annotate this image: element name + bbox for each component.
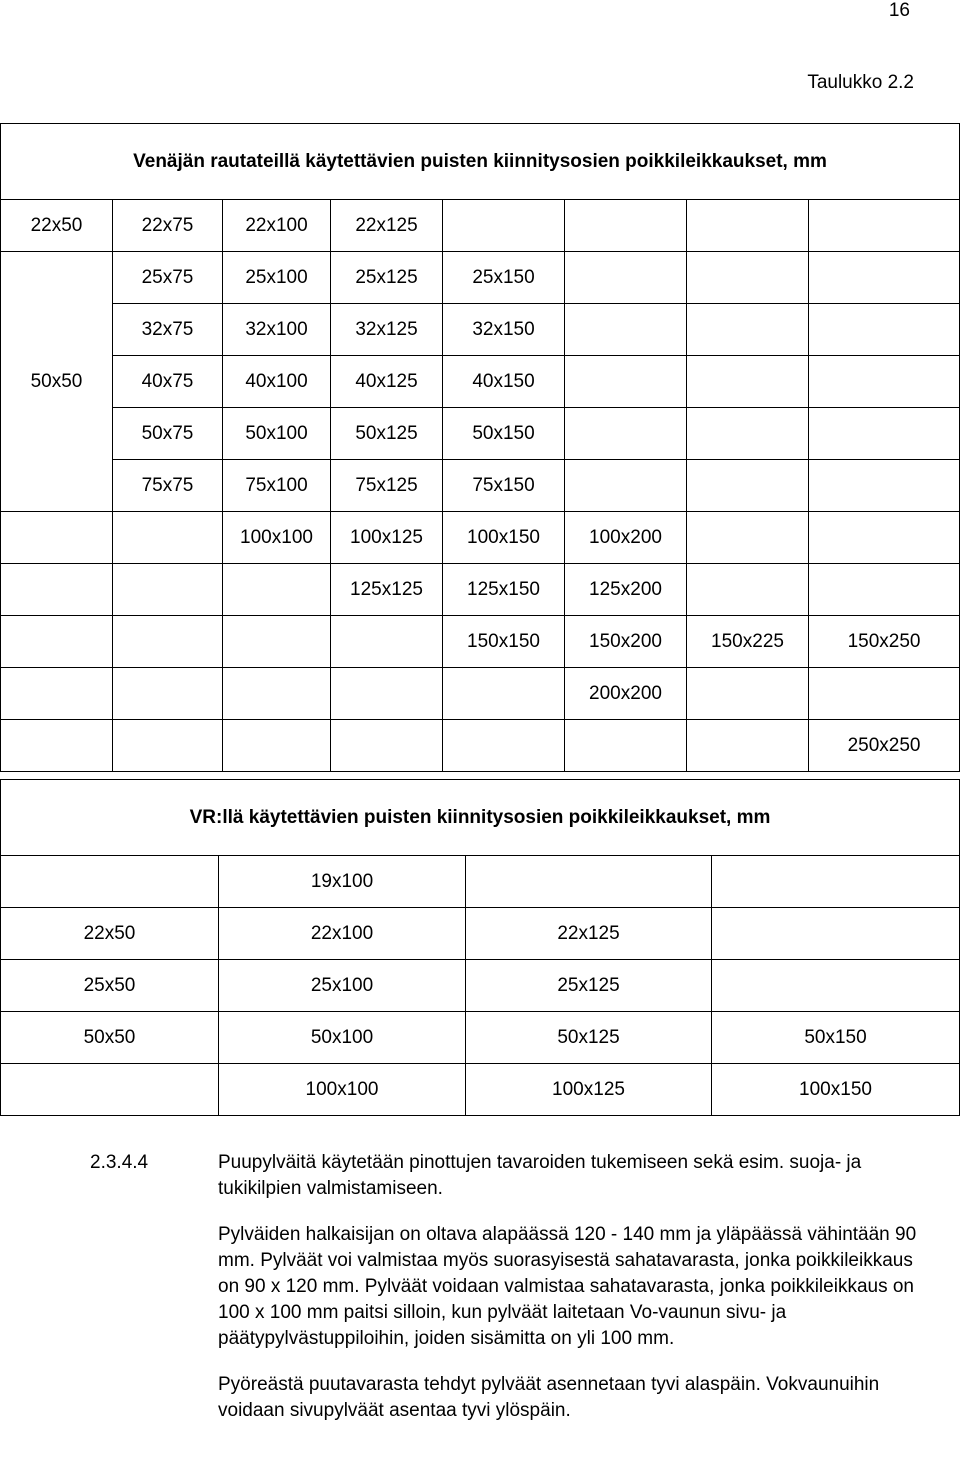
table-cell: 50x100: [223, 408, 331, 460]
table-cell: [565, 200, 687, 252]
table-cell: [443, 668, 565, 720]
table-caption: Venäjän rautateillä käytettävien puisten kiinnitysosien poikkileikkaukset, mm: [1, 124, 960, 200]
table-row: [1, 616, 960, 668]
table-row: [1, 908, 960, 960]
table-cell: 100x125: [466, 1064, 712, 1116]
table-cell: [331, 668, 443, 720]
table-cell: 50x125: [466, 1012, 712, 1064]
table-cell: 32x125: [331, 304, 443, 356]
table-cell: [1, 1064, 219, 1116]
table-cell: 22x125: [331, 200, 443, 252]
table-cell: 32x100: [223, 304, 331, 356]
table-cell: [809, 252, 960, 304]
table-cell: [443, 200, 565, 252]
table-cell: 50x150: [443, 408, 565, 460]
table-row: [1, 668, 960, 720]
table-cell: 25x150: [443, 252, 565, 304]
table-cell: [1, 616, 113, 668]
section-number: 2.3.4.4: [90, 1152, 149, 1173]
table-cell: [223, 668, 331, 720]
table-cell: [113, 720, 223, 772]
table-cell: 75x125: [331, 460, 443, 512]
table-cell: [687, 460, 809, 512]
table-label: Taulukko 2.2: [807, 72, 914, 93]
table-cell: [809, 356, 960, 408]
table-cell: 25x125: [466, 960, 712, 1012]
table-cell: [687, 512, 809, 564]
table-cell: [809, 200, 960, 252]
table-cell: 100x100: [223, 512, 331, 564]
table-cell: 150x150: [443, 616, 565, 668]
table-cell: [687, 304, 809, 356]
table-cell: [443, 720, 565, 772]
table-cell: 75x75: [113, 460, 223, 512]
table-cell: 100x150: [443, 512, 565, 564]
table-cell: 150x225: [687, 616, 809, 668]
table-cell: 40x150: [443, 356, 565, 408]
table-cell: [809, 668, 960, 720]
table-cell: 40x100: [223, 356, 331, 408]
table-row: [1, 856, 960, 908]
table-row: [1, 720, 960, 772]
table-cell: [809, 564, 960, 616]
table-cell: [687, 356, 809, 408]
table-row: [1, 1012, 960, 1064]
table-cell: 25x100: [219, 960, 466, 1012]
table-row: [1, 356, 960, 408]
table-cell: 25x75: [113, 252, 223, 304]
table-cell: 150x200: [565, 616, 687, 668]
table-row: [1, 460, 960, 512]
table-cell: 125x200: [565, 564, 687, 616]
table-cell: 150x250: [809, 616, 960, 668]
table-cell: 22x100: [223, 200, 331, 252]
table-cell: [223, 564, 331, 616]
table-cell: [687, 668, 809, 720]
table-cell: [113, 668, 223, 720]
table-cell: 50x75: [113, 408, 223, 460]
table-cell: [565, 720, 687, 772]
table-cell: [1, 668, 113, 720]
table-cell: [1, 564, 113, 616]
table-cell: 100x200: [565, 512, 687, 564]
table-cell: [565, 356, 687, 408]
table-cell: 22x100: [219, 908, 466, 960]
paragraph: Puupylväitä käytetään pinottujen tavaroiden tukemiseen sekä esim. suoja- ja tukikilpien valmistamiseen.: [218, 1152, 862, 1199]
table-cell: 19x100: [219, 856, 466, 908]
table-cell: 50x150: [712, 1012, 960, 1064]
table-cell: 125x150: [443, 564, 565, 616]
table-cell: [565, 460, 687, 512]
table-cell: 125x125: [331, 564, 443, 616]
paragraph: Pylväiden halkaisijan on oltava alapäässä 120 - 140 mm ja yläpäässä vähintään 90 mm. Pylväät voi valmistaa myös suorasyisestä sahatavarasta, jonka poikkileikkaus on 90 x 120 mm. Pylväät voidaan valmistaa sahatavarasta, jonka poikkileikkaus on 100 x 100 mm paitsi silloin, kun pylväät laitetaan Vo-vaunun sivu- ja päätypylvästuppiloihin, joiden sisämitta on yli 100 mm.: [218, 1224, 917, 1349]
table-caption: VR:llä käytettävien puisten kiinnitysosien poikkileikkaukset, mm: [1, 780, 960, 856]
table-row: [1, 960, 960, 1012]
table-cell: 40x125: [331, 356, 443, 408]
table-cell: 25x100: [223, 252, 331, 304]
table-cell: 50x125: [331, 408, 443, 460]
table-row: [1, 304, 960, 356]
table-cell: 200x200: [565, 668, 687, 720]
table-cell: [1, 856, 219, 908]
table-cell: 32x150: [443, 304, 565, 356]
paragraph: Pyöreästä puutavarasta tehdyt pylväät asennetaan tyvi alaspäin. Vokvaunuihin voidaan sivupylväät asentaa tyvi ylöspäin.: [218, 1374, 880, 1421]
table-cell: 22x50: [1, 200, 113, 252]
cross-section-table-vr: [0, 779, 960, 1116]
table-cell: [565, 408, 687, 460]
page-number: 16: [888, 0, 910, 21]
table-cell: [466, 856, 712, 908]
table-cell: 100x100: [219, 1064, 466, 1116]
cross-section-table-russia: [0, 123, 960, 772]
table-cell: [712, 908, 960, 960]
table-cell: [687, 408, 809, 460]
table-cell: 250x250: [809, 720, 960, 772]
table-cell: [113, 512, 223, 564]
table-cell: [1, 512, 113, 564]
table-cell: [1, 720, 113, 772]
section-body: [218, 1150, 930, 1444]
table-cell: [687, 252, 809, 304]
table-cell: [331, 616, 443, 668]
table-cell: [687, 564, 809, 616]
table-cell: 22x50: [1, 908, 219, 960]
table-cell: 25x50: [1, 960, 219, 1012]
table-row: [1, 512, 960, 564]
table-cell: [223, 616, 331, 668]
table-cell: [809, 408, 960, 460]
table-row: [1, 408, 960, 460]
row-group-label: 50x50: [1, 252, 113, 512]
table-cell: [113, 564, 223, 616]
table-cell: [809, 304, 960, 356]
table-cell: [331, 720, 443, 772]
table-cell: [712, 960, 960, 1012]
table-cell: 100x150: [712, 1064, 960, 1116]
table-row: [1, 200, 960, 252]
table-row: [1, 564, 960, 616]
table-cell: 50x100: [219, 1012, 466, 1064]
table-cell: 40x75: [113, 356, 223, 408]
table-cell: [223, 720, 331, 772]
table-cell: 50x50: [1, 1012, 219, 1064]
table-cell: 75x150: [443, 460, 565, 512]
table-cell: 22x75: [113, 200, 223, 252]
table-cell: 25x125: [331, 252, 443, 304]
table-row: [1, 1064, 960, 1116]
table-cell: 75x100: [223, 460, 331, 512]
table-cell: [113, 616, 223, 668]
table-cell: [565, 252, 687, 304]
table-cell: [687, 200, 809, 252]
table-cell: [809, 512, 960, 564]
table-cell: 32x75: [113, 304, 223, 356]
table-cell: [687, 720, 809, 772]
table-cell: [565, 304, 687, 356]
table-cell: 100x125: [331, 512, 443, 564]
table-cell: [712, 856, 960, 908]
table-cell: 22x125: [466, 908, 712, 960]
table-cell: [809, 460, 960, 512]
table-row: [1, 252, 960, 304]
